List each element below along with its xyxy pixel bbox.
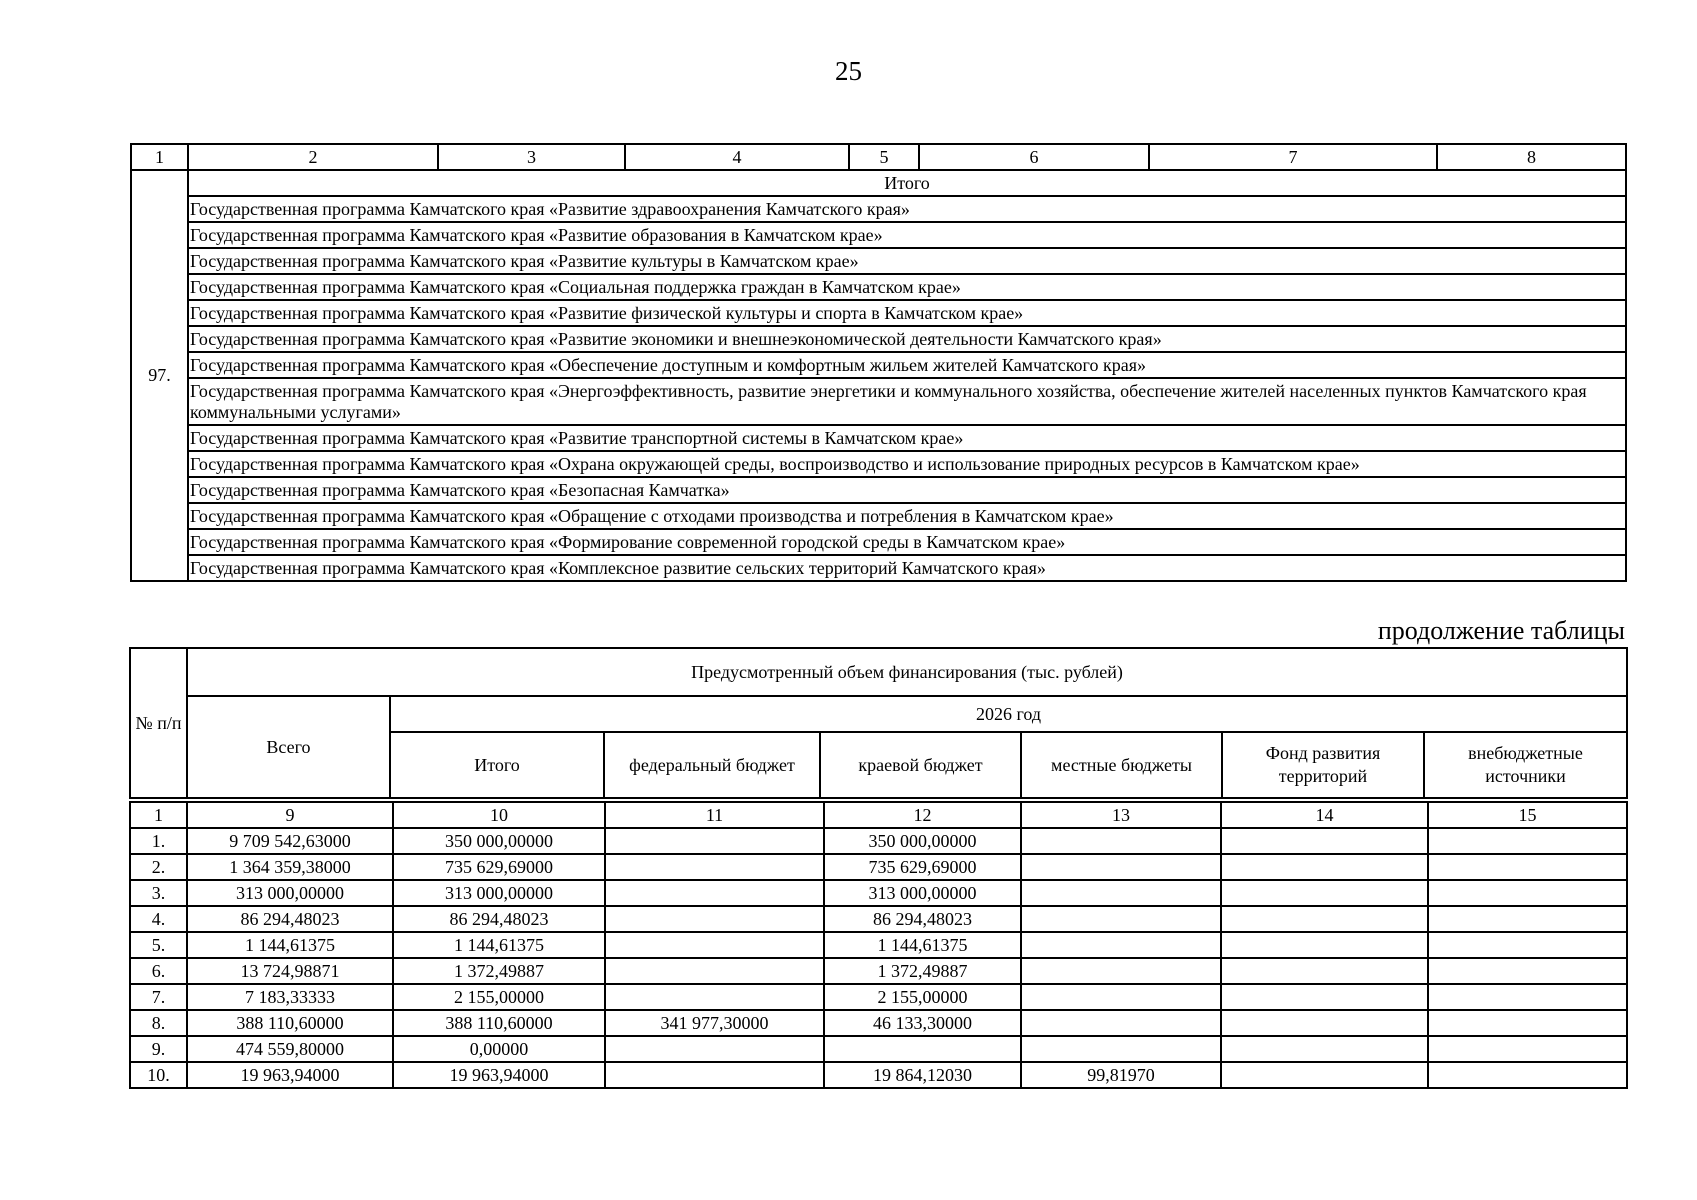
table-row: [131, 196, 1626, 222]
table-row: [131, 555, 1626, 581]
table-cell: [1428, 958, 1627, 984]
column-number: 3: [438, 144, 625, 170]
table-cell: [1021, 958, 1221, 984]
table-row: [131, 300, 1626, 326]
table-cell: [1021, 1010, 1221, 1036]
table-cell: [605, 932, 824, 958]
column-number-row: [130, 802, 1627, 828]
table-cell: 7 183,33333: [187, 984, 393, 1010]
table-cell: [1221, 984, 1428, 1010]
table-row: [131, 477, 1626, 503]
program-name: Государственная программа Камчатского края «Социальная поддержка граждан в Камчатском крае»: [188, 274, 1626, 300]
table-cell: 350 000,00000: [824, 828, 1021, 854]
column-number: 2: [188, 144, 438, 170]
table-cell: [1021, 932, 1221, 958]
table-cell: 13 724,98871: [187, 958, 393, 984]
table-cell: 1 372,49887: [824, 958, 1021, 984]
table-cell: [1021, 880, 1221, 906]
table-cell: 735 629,69000: [393, 854, 605, 880]
table-row: [131, 503, 1626, 529]
program-name: Государственная программа Камчатского края «Развитие культуры в Камчатском крае»: [188, 248, 1626, 274]
table-cell: 1 372,49887: [393, 958, 605, 984]
column-number: 1: [131, 144, 188, 170]
table-cell: [605, 828, 824, 854]
table-row: [131, 248, 1626, 274]
table-cell: 2 155,00000: [824, 984, 1021, 1010]
table-cell: 388 110,60000: [393, 1010, 605, 1036]
column-number: 6: [919, 144, 1149, 170]
column-number: 12: [824, 802, 1021, 828]
table-cell: [1021, 854, 1221, 880]
table-cell: 313 000,00000: [187, 880, 393, 906]
program-name: Государственная программа Камчатского края «Формирование современной городской среды в Камчатском крае»: [188, 529, 1626, 555]
program-name: Государственная программа Камчатского края «Развитие транспортной системы в Камчатском крае»: [188, 425, 1626, 451]
column-number: 5: [849, 144, 919, 170]
table-cell: [1428, 828, 1627, 854]
table-cell: [1221, 932, 1428, 958]
table-cell: 1 144,61375: [824, 932, 1021, 958]
table-row: [130, 880, 1627, 906]
table-cell: [1021, 1036, 1221, 1062]
column-number: 9: [187, 802, 393, 828]
table-cell: 86 294,48023: [187, 906, 393, 932]
table-row: [131, 378, 1626, 425]
table-cell: 313 000,00000: [393, 880, 605, 906]
table-cell: [1428, 984, 1627, 1010]
column-number: 11: [605, 802, 824, 828]
program-name: Государственная программа Камчатского края «Комплексное развитие сельских территорий Камчатского края»: [188, 555, 1626, 581]
table-cell: [605, 880, 824, 906]
table-cell: [1428, 1036, 1627, 1062]
table-cell: 0,00000: [393, 1036, 605, 1062]
table-cell: [1428, 854, 1627, 880]
table-cell: [1221, 880, 1428, 906]
table-cell: [605, 984, 824, 1010]
table-cell: 2.: [130, 854, 187, 880]
table-cell: 313 000,00000: [824, 880, 1021, 906]
table-row: [131, 326, 1626, 352]
table-row: [131, 170, 1626, 196]
table-row: [130, 906, 1627, 932]
program-name: Государственная программа Камчатского края «Развитие здравоохранения Камчатского края»: [188, 196, 1626, 222]
table-cell: 9 709 542,63000: [187, 828, 393, 854]
header-year: 2026 год: [390, 696, 1627, 732]
table-row: [131, 222, 1626, 248]
column-number: 4: [625, 144, 849, 170]
table-cell: 2 155,00000: [393, 984, 605, 1010]
table-cell: [1221, 958, 1428, 984]
table-row: [130, 1062, 1627, 1088]
table-cell: 8.: [130, 1010, 187, 1036]
table-cell: 3.: [130, 880, 187, 906]
table-cell: 350 000,00000: [393, 828, 605, 854]
table-cell: [1021, 984, 1221, 1010]
table-cell: 388 110,60000: [187, 1010, 393, 1036]
table-cell: [1221, 854, 1428, 880]
program-name: Государственная программа Камчатского края «Развитие образования в Камчатском крае»: [188, 222, 1626, 248]
table-cell: [1021, 828, 1221, 854]
table-cell: [605, 1062, 824, 1088]
page-number: 25: [835, 56, 862, 86]
column-number: 7: [1149, 144, 1437, 170]
program-name: Государственная программа Камчатского края «Энергоэффективность, развитие энергетики и коммунального хозяйства, обеспечение жителей населенных пунктов Камчатского края коммунальными услугами»: [188, 378, 1626, 425]
table-cell: [1428, 1010, 1627, 1036]
column-number: 8: [1437, 144, 1626, 170]
table-cell: 19 864,12030: [824, 1062, 1021, 1088]
table-cell: [1428, 880, 1627, 906]
column-number-row: [131, 144, 1626, 170]
table-cell: [605, 906, 824, 932]
table-cell: [605, 1036, 824, 1062]
column-number: 1: [130, 802, 187, 828]
table-cell: [1221, 828, 1428, 854]
table-cell: 735 629,69000: [824, 854, 1021, 880]
column-number: 10: [393, 802, 605, 828]
table-cell: 341 977,30000: [605, 1010, 824, 1036]
table-row: [131, 451, 1626, 477]
funding-data-table: [129, 801, 1628, 1089]
table-row: [130, 984, 1627, 1010]
table-cell: [1428, 1062, 1627, 1088]
table-row: [131, 352, 1626, 378]
header-federal: федеральный бюджет: [604, 732, 820, 798]
table-cell: 1 144,61375: [187, 932, 393, 958]
header-total: Всего: [187, 696, 390, 798]
table-cell: 10.: [130, 1062, 187, 1088]
table-row: [130, 958, 1627, 984]
table-cell: 99,81970: [1021, 1062, 1221, 1088]
program-name: Государственная программа Камчатского края «Обеспечение доступным и комфортным жильем жителей Камчатского края»: [188, 352, 1626, 378]
table-cell: 4.: [130, 906, 187, 932]
table-cell: [1428, 932, 1627, 958]
column-number: 13: [1021, 802, 1221, 828]
table-cell: 474 559,80000: [187, 1036, 393, 1062]
table-cell: 5.: [130, 932, 187, 958]
header-local: местные бюджеты: [1021, 732, 1222, 798]
table-cell: [605, 958, 824, 984]
program-name: Государственная программа Камчатского края «Развитие экономики и внешнеэкономической деятельности Камчатского края»: [188, 326, 1626, 352]
total-label: Итого: [188, 170, 1626, 196]
header-itogo: Итого: [390, 732, 604, 798]
table-cell: [1221, 906, 1428, 932]
table-row: [130, 1036, 1627, 1062]
continuation-label: продолжение таблицы: [1377, 616, 1625, 645]
table-cell: 1 364 359,38000: [187, 854, 393, 880]
table-cell: 46 133,30000: [824, 1010, 1021, 1036]
header-fund: Фонд развития территорий: [1222, 732, 1424, 798]
table-cell: [824, 1036, 1021, 1062]
table-cell: [1221, 1010, 1428, 1036]
table-cell: 6.: [130, 958, 187, 984]
table-cell: [605, 854, 824, 880]
table-cell: 19 963,94000: [187, 1062, 393, 1088]
program-name: Государственная программа Камчатского края «Развитие физической культуры и спорта в Камчатском крае»: [188, 300, 1626, 326]
table-cell: 9.: [130, 1036, 187, 1062]
header-num: № п/п: [130, 648, 187, 798]
table-row: [130, 1010, 1627, 1036]
table-row: [131, 274, 1626, 300]
table-cell: 86 294,48023: [393, 906, 605, 932]
row-number: 97.: [131, 170, 188, 581]
table-cell: [1221, 1062, 1428, 1088]
header-extrabudget: внебюджетные источники: [1424, 732, 1627, 798]
table-cell: [1021, 906, 1221, 932]
table-cell: 1 144,61375: [393, 932, 605, 958]
table-row: [130, 828, 1627, 854]
table-row: [130, 854, 1627, 880]
table-row: [130, 932, 1627, 958]
program-name: Государственная программа Камчатского края «Обращение с отходами производства и потребления в Камчатском крае»: [188, 503, 1626, 529]
column-number: 14: [1221, 802, 1428, 828]
table-cell: [1428, 906, 1627, 932]
program-name: Государственная программа Камчатского края «Охрана окружающей среды, воспроизводство и использование природных ресурсов в Камчатском крае»: [188, 451, 1626, 477]
table-cell: 7.: [130, 984, 187, 1010]
table-cell: 19 963,94000: [393, 1062, 605, 1088]
header-regional: краевой бюджет: [820, 732, 1021, 798]
table-cell: 1.: [130, 828, 187, 854]
table-row: [131, 529, 1626, 555]
table-row: [131, 425, 1626, 451]
programs-table: [130, 143, 1627, 582]
table-cell: 86 294,48023: [824, 906, 1021, 932]
program-name: Государственная программа Камчатского края «Безопасная Камчатка»: [188, 477, 1626, 503]
table-cell: [1221, 1036, 1428, 1062]
column-number: 15: [1428, 802, 1627, 828]
header-funding: Предусмотренный объем финансирования (тыс. рублей): [187, 648, 1627, 696]
funding-header-table: [129, 647, 1628, 799]
